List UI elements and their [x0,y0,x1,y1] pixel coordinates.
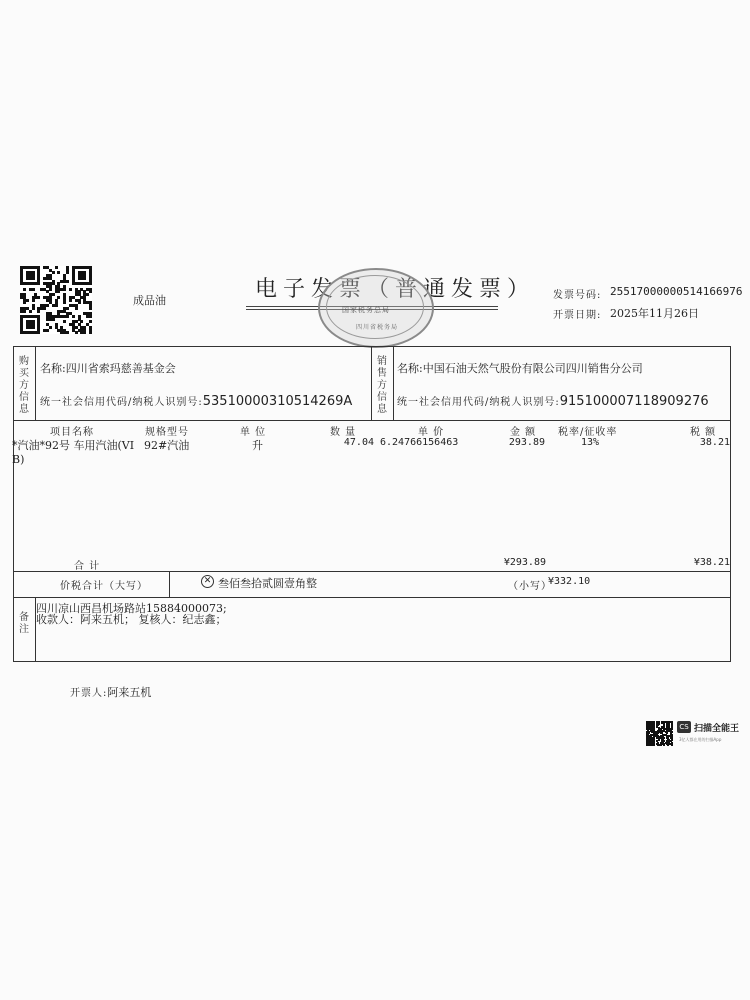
tax-bureau-seal [318,268,434,348]
total-tax: ¥38.21 [693,557,730,568]
seal-line-1: 国家税务总局 [342,306,390,314]
grand-total-words: 叁佰叁拾贰圆壹角整 [218,577,317,590]
scanner-name: 扫描全能王 [694,724,740,734]
seal-line-2: 四川省税务局 [356,324,399,331]
buyer-side-label: 购买方信息 [19,356,29,415]
col-header-qty: 数 量 [330,427,357,438]
item-tax: 38.21 [699,437,730,448]
col-header-name: 项目名称 [50,427,94,438]
invoice-date-label: 开票日期: [553,310,602,321]
grand-total-small: ¥332.10 [548,576,591,587]
item-amount: 293.89 [508,437,545,448]
col-header-spec: 规格型号 [145,427,189,438]
camscanner-logo-icon: CS [677,721,691,733]
seller-name: 中国石油天然气股份有限公司四川销售分公司 [422,362,643,375]
scanner-tagline: 3亿人都在用的扫描App [679,737,722,742]
remarks-line-1: 四川凉山西昌机场路站15884000073; [36,602,227,615]
col-header-amount: 金 额 [510,427,537,438]
total-amount: ¥293.89 [503,557,546,568]
cross-circle-icon: ✕ [201,575,214,588]
col-header-rate: 税率/征收率 [558,427,618,438]
invoice-title: 电子发票（普通发票） [255,277,536,302]
invoice-qr-code [20,266,92,334]
total-label: 合 计 [74,561,101,572]
invoice-date: 2025年11月26日 [610,307,699,320]
buyer-tax-label: 统一社会信用代码/纳税人识别号: [40,397,203,408]
item-rate: 13% [581,437,600,448]
item-qty: 47.04 [343,437,374,448]
seller-side-label: 销售方信息 [377,356,387,415]
buyer-tax-id: 53510000310514269A [202,394,353,409]
item-price: 6.24766156463 [380,437,459,448]
grand-total-label: 价税合计（大写） [60,581,148,592]
invoice-category: 成品油 [133,294,166,307]
item-name: *汽油*92号 车用汽油(VI [12,439,135,452]
seller-name-label: 名称: [397,362,423,375]
remarks-line-2: 收款人：阿来五机； 复核人：纪志鑫； [36,613,227,626]
grand-total-small-label: （小写） [508,581,552,592]
issuer-label: 开票人: [70,688,108,699]
buyer-name-label: 名称: [40,362,66,375]
item-name-cont: B) [12,453,25,466]
col-header-price: 单 价 [418,427,445,438]
remarks-side-label: 备注 [19,612,29,635]
col-header-unit: 单 位 [240,427,267,438]
item-unit: 升 [252,439,263,452]
seller-tax-label: 统一社会信用代码/纳税人识别号: [397,397,560,408]
scanner-qr-code [646,721,672,745]
buyer-name: 四川省索玛慈善基金会 [65,362,176,375]
item-spec: 92#汽油 [144,439,190,452]
invoice-number-label: 发票号码: [553,290,602,301]
invoice-number: 25517000000514166976 [610,285,743,298]
col-header-tax: 税 额 [690,427,717,438]
issuer-name: 阿来五机 [107,686,152,699]
seller-tax-id: 91510000711890927​6 [559,394,709,409]
